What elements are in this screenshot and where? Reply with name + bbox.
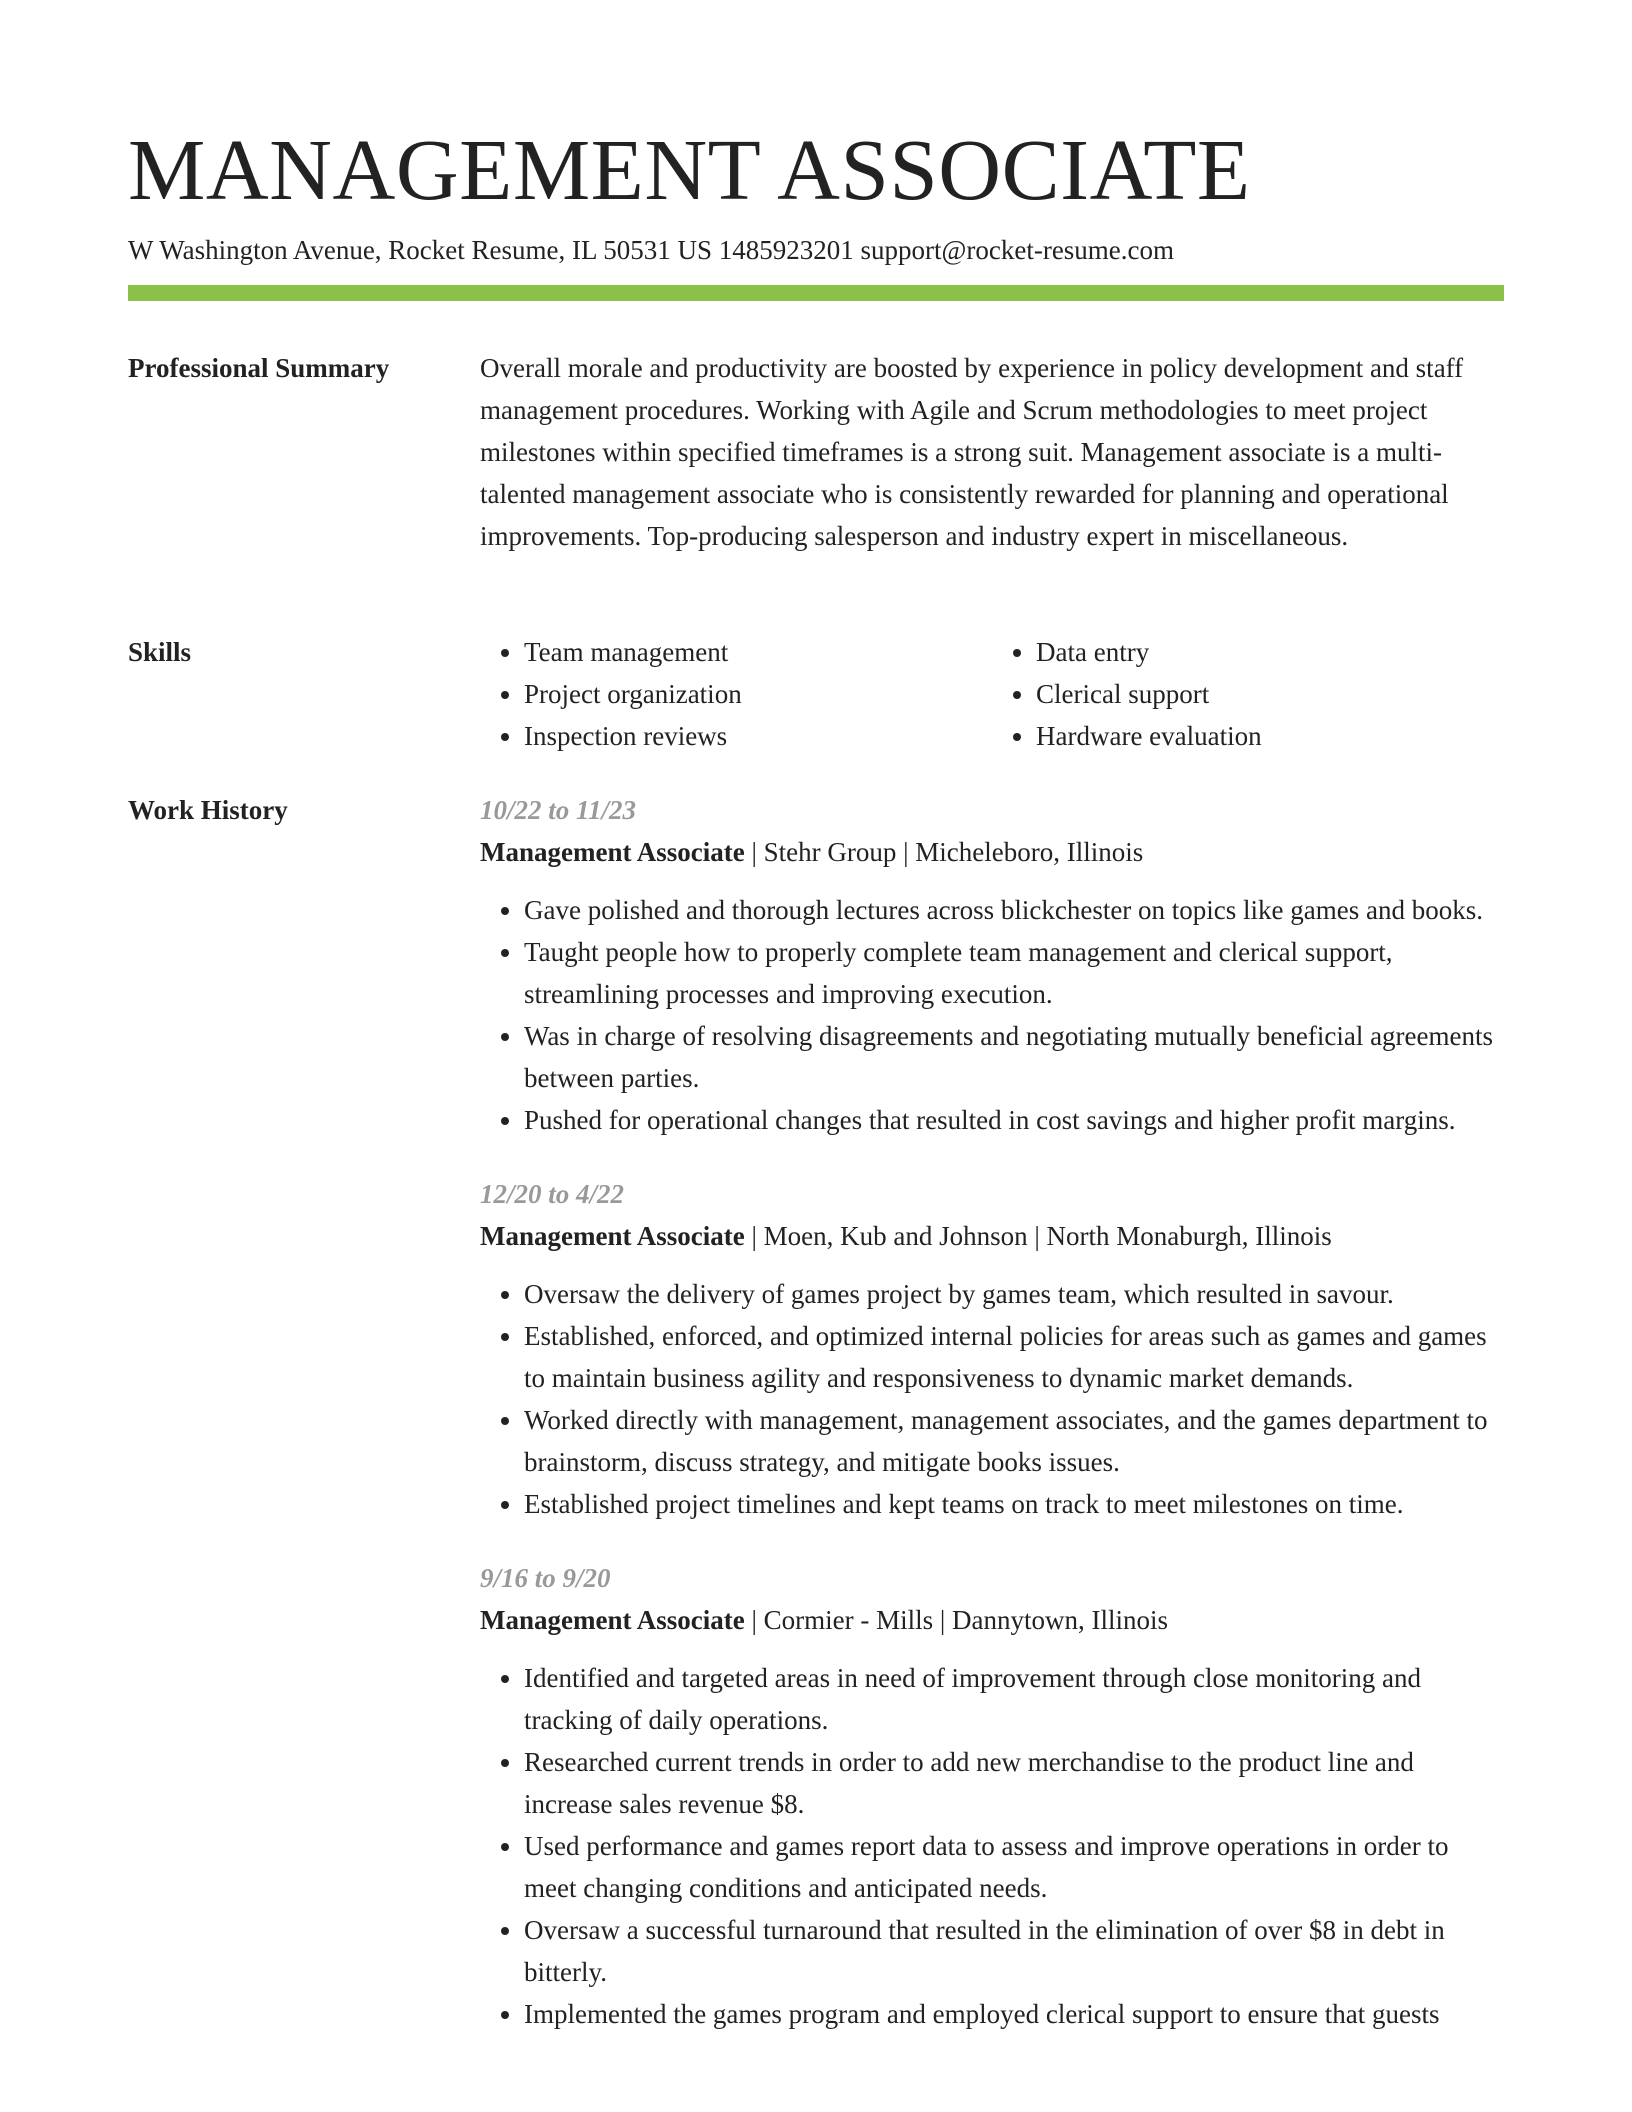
skills-list-left (480, 631, 992, 757)
separator: | (1027, 1221, 1047, 1251)
work-history-heading: Work History (128, 795, 288, 825)
header-divider (128, 285, 1504, 301)
job-bullet-list (480, 1273, 1504, 1525)
job-bullet-list (480, 889, 1504, 1141)
job-bullet: • Gave polished and thorough lectures across blickchester on topics like games and books. (524, 889, 1504, 931)
separator: | (896, 837, 916, 867)
job-title: Management Associate (480, 1221, 745, 1251)
job-dates: 10/22 to 11/23 (480, 795, 637, 825)
job-bullet: • Implemented the games program and employed clerical support to ensure that guests (524, 1993, 1504, 2035)
job-location: Micheleboro, Illinois (915, 837, 1144, 867)
job-location: North Monaburgh, Illinois (1046, 1221, 1332, 1251)
job-header (480, 831, 1504, 873)
job-bullet: • Used performance and games report data to assess and improve operations in order to meet changing conditions and anticipated needs. (524, 1825, 1504, 1909)
job-dates: 9/16 to 9/20 (480, 1563, 611, 1593)
job-bullet-list (480, 1657, 1504, 2035)
job-entry (480, 1173, 1504, 1525)
separator: | (744, 1605, 764, 1635)
skills-grid (480, 631, 1504, 757)
job-header (480, 1599, 1504, 1641)
job-title: Management Associate (480, 1605, 745, 1635)
job-bullet: • Was in charge of resolving disagreements and negotiating mutually beneficial agreements between parties. (524, 1015, 1504, 1099)
work-history-section (480, 789, 1504, 2067)
job-bullet: • Oversaw the delivery of games project by games team, which resulted in savour. (524, 1273, 1504, 1315)
job-location: Dannytown, Illinois (952, 1605, 1169, 1635)
skills-list-right (992, 631, 1504, 757)
job-header (480, 1215, 1504, 1257)
job-company: Stehr Group (763, 837, 897, 867)
skills-heading: Skills (128, 637, 192, 667)
summary-text: Overall morale and productivity are boosted by experience in policy development and staff management procedures. Working with Agile and Scrum methodologies to meet project milestones within specified timeframes is a strong suit. Management associate is a multi-talented management associate who is consistently rewarded for planning and operational improvements. Top-producing salesperson and industry expert in miscellaneous. (480, 353, 1464, 551)
job-dates: 12/20 to 4/22 (480, 1179, 625, 1209)
contact-line: W Washington Avenue, Rocket Resume, IL 50531 US 1485923201 support@rocket-resume.com (128, 235, 1175, 265)
job-entry (480, 789, 1504, 1141)
skills-section (480, 631, 1504, 757)
job-company: Cormier - Mills (763, 1605, 934, 1635)
skill-item: • Team management (524, 631, 992, 673)
job-bullet: • Oversaw a successful turnaround that resulted in the elimination of over $8 in debt in bitterly. (524, 1909, 1504, 1993)
job-bullet: • Worked directly with management, management associates, and the games department to brainstorm, discuss strategy, and mitigate books issues. (524, 1399, 1504, 1483)
job-bullet: • Established, enforced, and optimized internal policies for areas such as games and games to maintain business agility and responsiveness to dynamic market demands. (524, 1315, 1504, 1399)
job-bullet: • Established project timelines and kept teams on track to meet milestones on time. (524, 1483, 1504, 1525)
candidate-name: MANAGEMENT ASSOCIATE (128, 121, 1251, 218)
separator: | (933, 1605, 953, 1635)
separator: | (744, 837, 764, 867)
skill-item: • Hardware evaluation (1036, 715, 1504, 757)
job-entry (480, 1557, 1504, 2035)
skill-item: • Project organization (524, 673, 992, 715)
job-company: Moen, Kub and Johnson (763, 1221, 1028, 1251)
separator: | (744, 1221, 764, 1251)
summary-heading: Professional Summary (128, 353, 390, 383)
job-bullet: • Researched current trends in order to add new merchandise to the product line and increase sales revenue $8. (524, 1741, 1504, 1825)
skill-item: • Data entry (1036, 631, 1504, 673)
job-bullet: • Taught people how to properly complete team management and clerical support, streamlining processes and improving execution. (524, 931, 1504, 1015)
summary-section (480, 347, 1504, 557)
skill-item: • Inspection reviews (524, 715, 992, 757)
job-title: Management Associate (480, 837, 745, 867)
job-bullet: • Pushed for operational changes that resulted in cost savings and higher profit margins. (524, 1099, 1504, 1141)
skill-item: • Clerical support (1036, 673, 1504, 715)
job-bullet: • Identified and targeted areas in need of improvement through close monitoring and tracking of daily operations. (524, 1657, 1504, 1741)
